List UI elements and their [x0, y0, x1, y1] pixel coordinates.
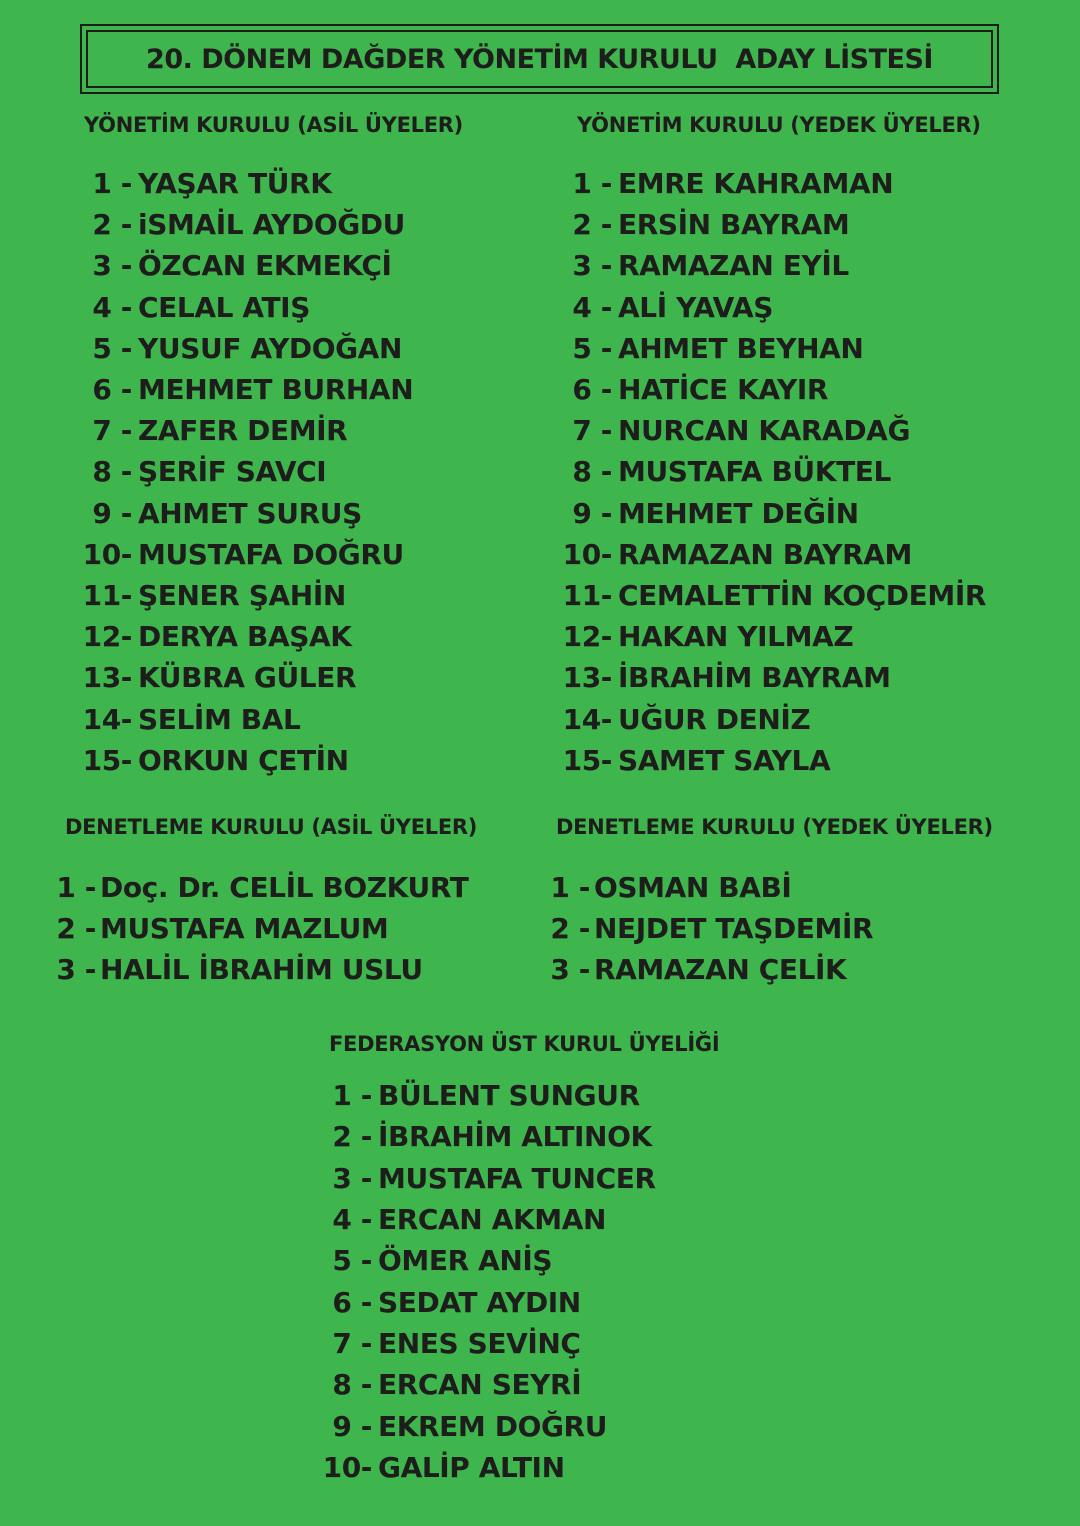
- member-name: CELAL ATIŞ: [138, 290, 310, 324]
- item-number: 1 -: [56, 871, 96, 904]
- list-item: [534, 369, 986, 410]
- item-number: 7 -: [332, 1326, 372, 1360]
- list-item: [54, 287, 413, 328]
- member-name: YUSUF AYDOĞAN: [138, 331, 402, 365]
- member-name: NURCAN KARADAĞ: [618, 414, 911, 448]
- list-item: [54, 657, 413, 698]
- member-name: ŞERİF SAVCI: [138, 455, 327, 489]
- member-name: DERYA BAŞAK: [138, 620, 352, 654]
- item-number: 6 -: [572, 373, 612, 407]
- item-number: 5 -: [92, 331, 132, 365]
- list-item: [534, 328, 986, 369]
- list-item: [54, 740, 413, 781]
- list-item: [54, 575, 413, 616]
- item-number: 12-: [82, 620, 132, 654]
- member-name: AHMET BEYHAN: [618, 331, 864, 365]
- item-number: 6 -: [332, 1285, 372, 1319]
- member-name: MUSTAFA TUNCER: [378, 1161, 656, 1195]
- member-name: ALİ YAVAŞ: [618, 290, 774, 324]
- list-item: [534, 163, 986, 204]
- list-item: [316, 1364, 656, 1405]
- member-name: ŞENER ŞAHİN: [138, 578, 346, 612]
- member-name: YAŞAR TÜRK: [138, 167, 332, 201]
- member-name: HAKAN YILMAZ: [618, 620, 854, 654]
- item-number: 1 -: [92, 167, 132, 201]
- member-name: Doç. Dr. CELİL BOZKURT: [100, 871, 469, 904]
- list-item: [534, 698, 986, 739]
- member-name: MUSTAFA DOĞRU: [138, 537, 404, 571]
- title-frame: [80, 24, 999, 94]
- list-item: [54, 410, 413, 451]
- member-name: CEMALETTİN KOÇDEMİR: [618, 578, 987, 612]
- list-item: [54, 245, 413, 286]
- list-federasyon: [316, 1075, 656, 1488]
- list-item: [316, 1447, 656, 1488]
- heading-yonetim-asil: YÖNETİM KURULU (ASİL ÜYELER): [84, 113, 463, 137]
- list-item: [54, 451, 413, 492]
- item-number: 8 -: [332, 1368, 372, 1402]
- member-name: SELİM BAL: [138, 702, 301, 736]
- list-item: [56, 908, 468, 949]
- member-name: ERSİN BAYRAM: [618, 208, 850, 242]
- list-denetleme-asil: [56, 867, 468, 990]
- item-number: 14-: [82, 702, 132, 736]
- list-item: [534, 204, 986, 245]
- member-name: HALİL İBRAHİM USLU: [100, 953, 423, 986]
- member-name: MEHMET DEĞİN: [618, 496, 859, 530]
- member-name: EKREM DOĞRU: [378, 1409, 608, 1443]
- heading-denetleme-yedek: DENETLEME KURULU (YEDEK ÜYELER): [556, 815, 993, 839]
- list-item: [54, 493, 413, 534]
- member-name: AHMET SURUŞ: [138, 496, 362, 530]
- list-item: [550, 867, 873, 908]
- title-frame-inner: [86, 30, 993, 88]
- item-number: 11-: [562, 578, 612, 612]
- list-item: [534, 740, 986, 781]
- list-item: [534, 534, 986, 575]
- list-item: [54, 163, 413, 204]
- list-denetleme-yedek: [550, 867, 873, 990]
- item-number: 10-: [562, 537, 612, 571]
- member-name: ENES SEVİNÇ: [378, 1326, 581, 1360]
- page-title: 20. DÖNEM DAĞDER YÖNETİM KURULU ADAY LİSTESİ: [146, 43, 933, 75]
- member-name: BÜLENT SUNGUR: [378, 1079, 640, 1113]
- list-item: [316, 1116, 656, 1157]
- member-name: UĞUR DENİZ: [618, 702, 811, 736]
- member-name: ÖZCAN EKMEKÇİ: [138, 249, 392, 283]
- member-name: SAMET SAYLA: [618, 743, 831, 777]
- item-number: 15-: [562, 743, 612, 777]
- member-name: RAMAZAN EYİL: [618, 249, 849, 283]
- item-number: 3 -: [332, 1161, 372, 1195]
- list-item: [54, 616, 413, 657]
- member-name: OSMAN BABİ: [594, 871, 792, 904]
- member-name: ORKUN ÇETİN: [138, 743, 349, 777]
- item-number: 7 -: [92, 414, 132, 448]
- item-number: 14-: [562, 702, 612, 736]
- item-number: 15-: [82, 743, 132, 777]
- list-item: [534, 245, 986, 286]
- list-item: [534, 657, 986, 698]
- item-number: 10-: [82, 537, 132, 571]
- list-item: [534, 451, 986, 492]
- member-name: İBRAHİM BAYRAM: [618, 661, 891, 695]
- list-item: [316, 1240, 656, 1281]
- item-number: 2 -: [550, 912, 590, 945]
- list-item: [550, 908, 873, 949]
- member-name: RAMAZAN BAYRAM: [618, 537, 913, 571]
- list-item: [550, 949, 873, 990]
- item-number: 1 -: [572, 167, 612, 201]
- item-number: 6 -: [92, 373, 132, 407]
- list-item: [54, 369, 413, 410]
- item-number: 13-: [82, 661, 132, 695]
- member-name: NEJDET TAŞDEMİR: [594, 912, 874, 945]
- item-number: 9 -: [92, 496, 132, 530]
- item-number: 10-: [322, 1450, 372, 1484]
- item-number: 3 -: [572, 249, 612, 283]
- member-name: SEDAT AYDIN: [378, 1285, 581, 1319]
- member-name: ZAFER DEMİR: [138, 414, 348, 448]
- member-name: HATİCE KAYIR: [618, 373, 829, 407]
- member-name: EMRE KAHRAMAN: [618, 167, 894, 201]
- member-name: KÜBRA GÜLER: [138, 661, 357, 695]
- item-number: 1 -: [332, 1079, 372, 1113]
- member-name: RAMAZAN ÇELİK: [594, 953, 847, 986]
- list-item: [534, 575, 986, 616]
- item-number: 9 -: [572, 496, 612, 530]
- item-number: 1 -: [550, 871, 590, 904]
- list-item: [316, 1323, 656, 1364]
- member-name: ÖMER ANİŞ: [378, 1244, 553, 1278]
- item-number: 2 -: [332, 1120, 372, 1154]
- list-item: [534, 287, 986, 328]
- list-item: [54, 698, 413, 739]
- item-number: 5 -: [572, 331, 612, 365]
- item-number: 8 -: [92, 455, 132, 489]
- list-item: [316, 1075, 656, 1116]
- item-number: 9 -: [332, 1409, 372, 1443]
- list-item: [534, 616, 986, 657]
- member-name: ERCAN AKMAN: [378, 1203, 607, 1237]
- item-number: 4 -: [92, 290, 132, 324]
- list-item: [54, 534, 413, 575]
- list-yonetim-asil: [54, 163, 413, 781]
- member-name: ERCAN SEYRİ: [378, 1368, 582, 1402]
- item-number: 8 -: [572, 455, 612, 489]
- item-number: 4 -: [332, 1203, 372, 1237]
- list-item: [54, 328, 413, 369]
- item-number: 3 -: [56, 953, 96, 986]
- heading-federasyon: FEDERASYON ÜST KURUL ÜYELİĞİ: [329, 1032, 720, 1056]
- list-item: [56, 867, 468, 908]
- member-name: MUSTAFA MAZLUM: [100, 912, 389, 945]
- member-name: İBRAHİM ALTINOK: [378, 1120, 652, 1154]
- member-name: MEHMET BURHAN: [138, 373, 414, 407]
- member-name: GALİP ALTIN: [378, 1450, 565, 1484]
- list-item: [54, 204, 413, 245]
- item-number: 13-: [562, 661, 612, 695]
- item-number: 3 -: [92, 249, 132, 283]
- member-name: MUSTAFA BÜKTEL: [618, 455, 891, 489]
- item-number: 3 -: [550, 953, 590, 986]
- list-item: [534, 493, 986, 534]
- list-item: [534, 410, 986, 451]
- member-name: iSMAİL AYDOĞDU: [138, 208, 405, 242]
- heading-denetleme-asil: DENETLEME KURULU (ASİL ÜYELER): [65, 815, 478, 839]
- item-number: 11-: [82, 578, 132, 612]
- list-item: [56, 949, 468, 990]
- item-number: 2 -: [572, 208, 612, 242]
- list-item: [316, 1199, 656, 1240]
- item-number: 5 -: [332, 1244, 372, 1278]
- item-number: 2 -: [56, 912, 96, 945]
- list-item: [316, 1158, 656, 1199]
- list-item: [316, 1281, 656, 1322]
- item-number: 2 -: [92, 208, 132, 242]
- item-number: 4 -: [572, 290, 612, 324]
- list-yonetim-yedek: [534, 163, 986, 781]
- item-number: 7 -: [572, 414, 612, 448]
- list-item: [316, 1405, 656, 1446]
- heading-yonetim-yedek: YÖNETİM KURULU (YEDEK ÜYELER): [577, 113, 981, 137]
- item-number: 12-: [562, 620, 612, 654]
